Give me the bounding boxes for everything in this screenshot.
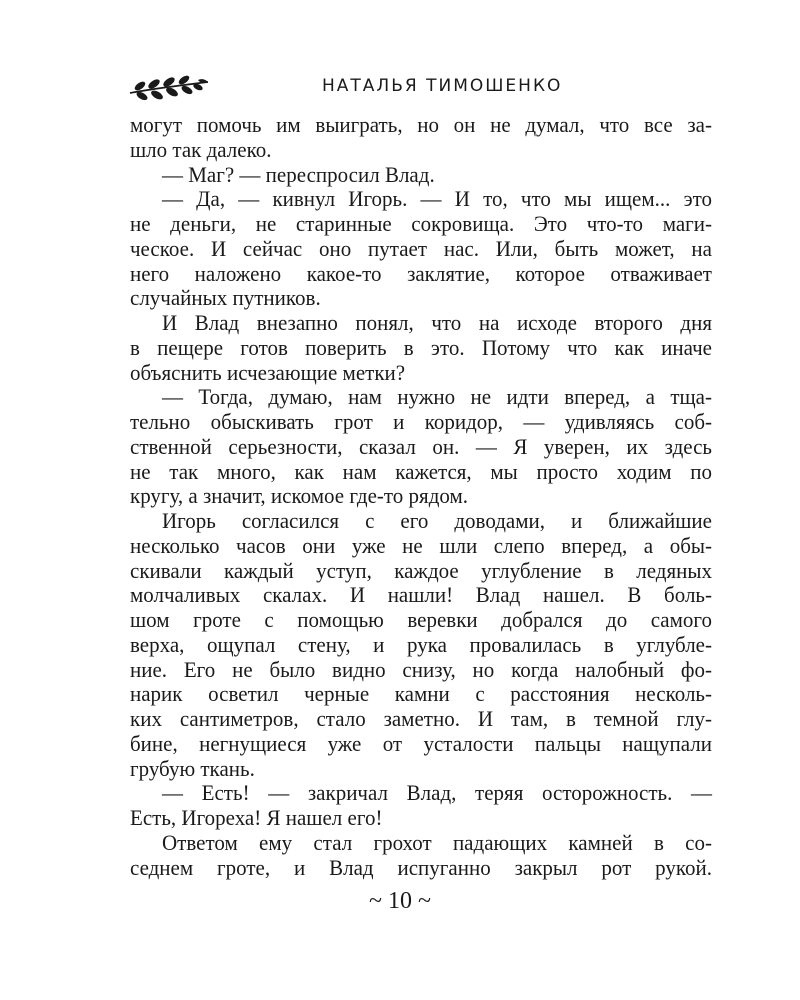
text-line: несколько часов они уже не шли слепо вперед, а обы-	[130, 532, 712, 558]
text-line: — Маг? — переспросил Влад.	[162, 161, 435, 187]
leaf-branch-icon	[128, 74, 210, 102]
text-line: случайных путников.	[130, 285, 321, 311]
text-line: шло так далеко.	[130, 136, 272, 162]
text-line: — Тогда, думаю, нам нужно не идти вперед, а тща-	[162, 384, 712, 410]
text-line: — Да, — кивнул Игорь. — И то, что мы ищем... это	[162, 186, 712, 212]
author-name: НАТАЛЬЯ ТИМОШЕНКО	[322, 76, 563, 96]
text-line: ческое. И сейчас оно путает нас. Или, быть может, на	[130, 235, 712, 261]
text-line: могут помочь им выиграть, но он не думал, что все за-	[130, 112, 712, 138]
text-line: — Есть! — закричал Влад, теряя осторожность. —	[162, 780, 712, 806]
text-line: грубую ткань.	[130, 755, 255, 781]
text-line: шом гроте с помощью веревки добрался до самого	[130, 607, 712, 633]
text-line: Есть, Игореха! Я нашел его!	[130, 805, 383, 831]
text-line: скивали каждый уступ, каждое углубление в ледяных	[130, 557, 712, 583]
running-header	[0, 68, 800, 108]
text-line: тельно обыскивать грот и коридор, — удивляясь соб-	[130, 409, 712, 435]
text-line: не деньги, не старинные сокровища. Это что-то маги-	[130, 211, 712, 237]
text-line: в пещере готов поверить в это. Потому что как иначе	[130, 334, 712, 360]
text-line: ких сантиметров, стало заметно. И там, в темной глу-	[130, 706, 712, 732]
text-line: И Влад внезапно понял, что на исходе второго дня	[162, 310, 712, 336]
text-line: Игорь согласился с его доводами, и ближайшие	[162, 508, 712, 534]
page-number: ~ 10 ~	[369, 888, 431, 914]
text-line: седнем гроте, и Влад испуганно закрыл рот рукой.	[130, 854, 712, 880]
text-line: не так много, как нам кажется, мы просто ходим по	[130, 458, 712, 484]
text-line: верха, ощупал стену, и рука провалилась в углубле-	[130, 631, 712, 657]
page-body	[130, 112, 712, 879]
text-line: кругу, а значит, искомое где-то рядом.	[130, 483, 469, 509]
text-line: бине, негнущиеся уже от усталости пальцы нащупали	[130, 730, 712, 756]
text-line: Ответом ему стал грохот падающих камней в со-	[162, 829, 712, 855]
text-line: ние. Его не было видно снизу, но когда налобный фо-	[130, 656, 712, 682]
text-line: молчаливых скалах. И нашли! Влад нашел. В боль-	[130, 582, 712, 608]
text-line: нарик осветил черные камни с расстояния несколь-	[130, 681, 712, 707]
text-line: объяснить исчезающие метки?	[130, 359, 406, 385]
text-line: него наложено какое-то заклятие, которое отваживает	[130, 260, 712, 286]
text-line: ственной серьезности, сказал он. — Я уверен, их здесь	[130, 433, 712, 459]
